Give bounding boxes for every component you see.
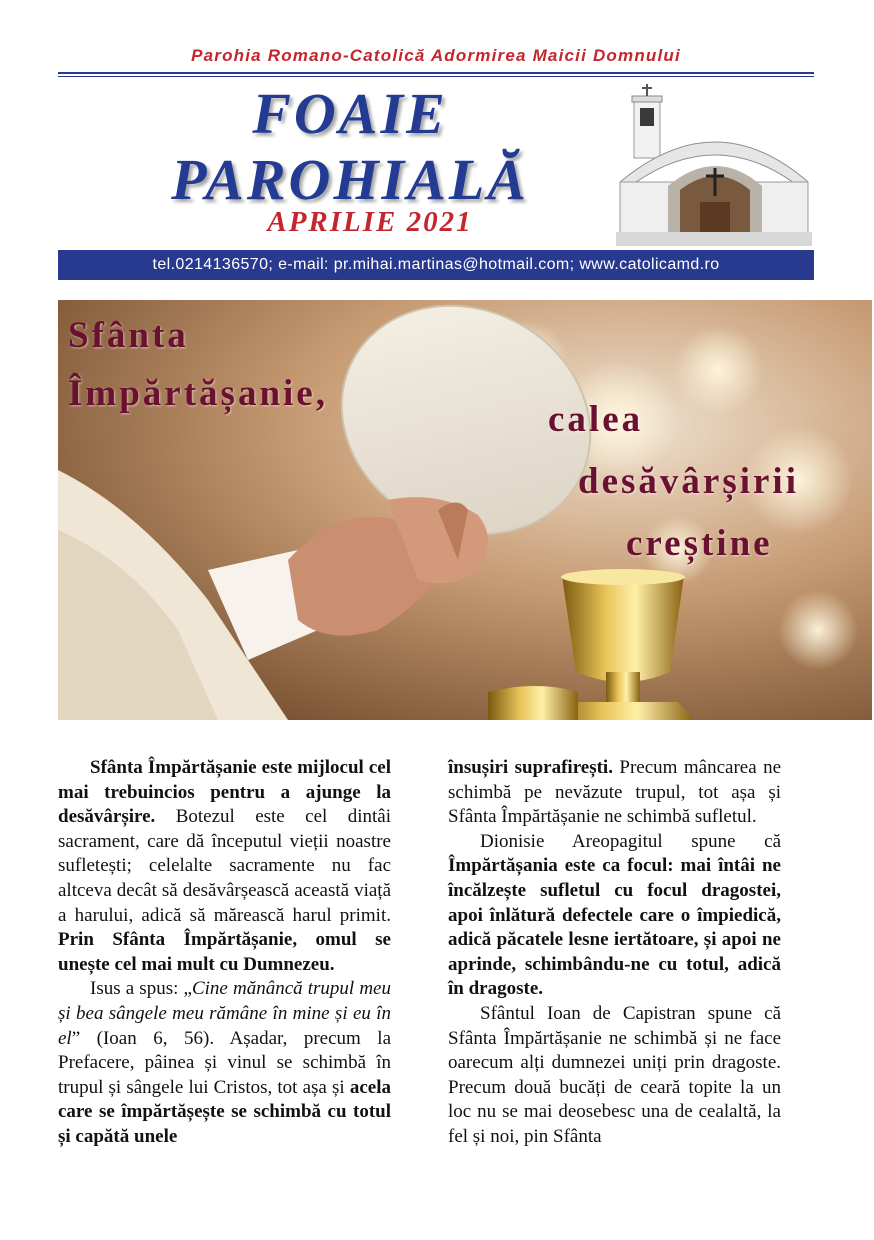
contact-bar: tel.0214136570; e-mail: pr.mihai.martinas@hotmail.com; www.catolicamd.ro (58, 250, 814, 280)
hero-title-1: Sfânta (68, 315, 189, 356)
article-column-1 (58, 756, 391, 1150)
quote-text: Cine mănâncă trupul meu și bea sângele meu rămâne în mine și eu în el (58, 978, 391, 1049)
header-rule-thin (58, 76, 814, 77)
bold-text: Sfânta Împărtășanie este mijlocul cel mai trebuincios pentru a ajunge la desăvârșire. (58, 757, 391, 828)
hero-title-2: Împărtășanie, (68, 373, 328, 414)
communion-photo (58, 300, 872, 720)
church-photo (616, 82, 812, 246)
body-text: Sfântul Ioan de Capistran spune că Sfânta Împărtășanie ne schimbă și ne face oarecum alți dumnezei uniți prin dragoste. Precum două bucăți de ceară topite la un loc nu se mai deosebesc una de cealaltă, la fel și noi, pin Sfânta (448, 1002, 781, 1147)
paragraph-4 (448, 830, 781, 1002)
bold-text: acela care se împărtășește se schimbă cu totul și capătă unele (58, 1076, 391, 1147)
bold-text: însușiri suprafirești. (448, 757, 613, 778)
title-line-1: FOAIE (252, 81, 448, 146)
body-text: Precum mâncarea ne schimbă pe nevăzute trupul, tot așa și Sfânta Împărtășanie ne schimbă sufletul. (448, 757, 782, 828)
body-text: Dionisie Areopagitul spune că (480, 830, 781, 852)
hero-image (58, 300, 872, 720)
body-text: ” (Ioan 6, 56). Așadar, precum la Prefacere, pâinea și vinul se schimbă în trupul și sângele lui Cristos, tot așa și (58, 1027, 391, 1098)
paragraph-1 (58, 756, 391, 977)
paragraph-2 (58, 977, 391, 1149)
hero-title-5: creștine (626, 523, 773, 564)
bold-text: Împărtășania este ca focul: mai întâi ne încălzește sufletul cu focul dragostei, apoi înlătură defectele care o împiedică, adică păcatele lesne iertătoare, și apoi ne aprinde, schimbându-ne cu totul, adică în dragoste. (448, 855, 781, 1000)
issue-month: APRILIE 2021 (267, 206, 473, 238)
bold-text: Prin Sfânta Împărtășanie, omul se unește cel mai mult cu Dumnezeu. (58, 929, 391, 975)
header-rule (58, 72, 814, 74)
article-column-2 (448, 756, 781, 1150)
parish-name: Parohia Romano-Catolică Adormirea Maicii Domnului (191, 46, 681, 65)
body-text: Isus a spus: „ (90, 978, 192, 1000)
body-text: Botezul este cel dintâi sacrament, care dă începutul vieții noastre sufletești; celelalte sacramente nu fac altceva decât să desăvârșească această viață a harului, adică să mărească harul primit. (58, 806, 391, 926)
paragraph-5 (448, 1002, 781, 1150)
hero-title-3: calea (548, 399, 644, 440)
paragraph-3 (448, 756, 781, 830)
hero-title-4: desăvârșirii (578, 461, 799, 502)
title-line-2: PAROHIALĂ (171, 147, 529, 212)
